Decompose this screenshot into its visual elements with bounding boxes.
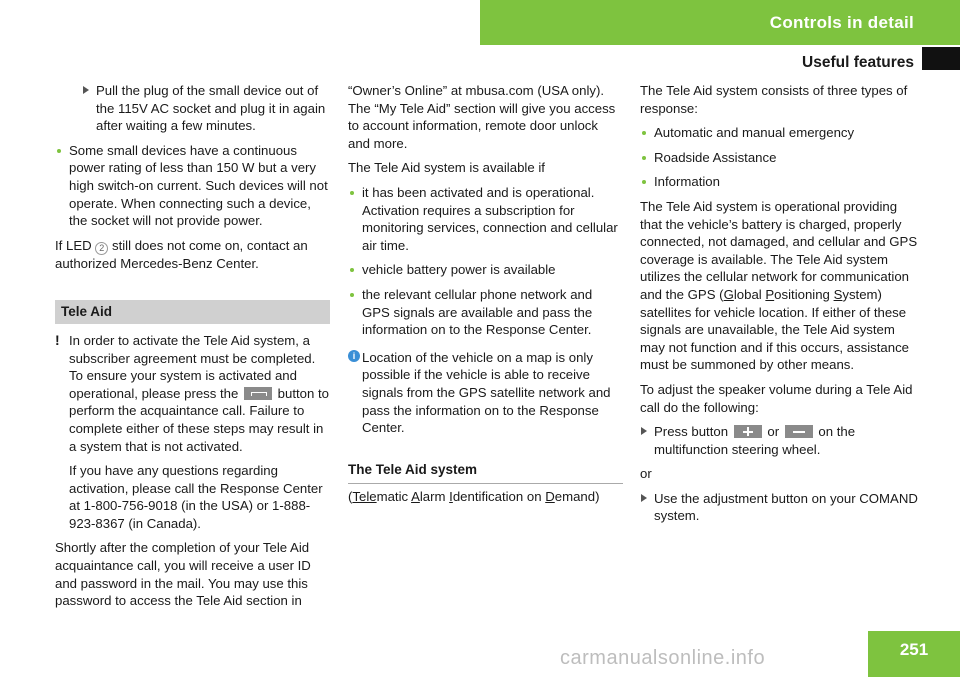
text: button to perform the acquaintance call. Failure to complete either of these steps may result in a system that is not activated. (69, 385, 330, 454)
bullet-dot-icon (642, 156, 646, 160)
triangle-bullet-icon (641, 427, 647, 435)
bullet-item (640, 149, 918, 167)
bullet-item (640, 124, 918, 142)
text: dentification on (452, 489, 546, 505)
step-text: Pull the plug of the small device out of the 115V AC socket and plug it in again after waiting a few minutes. (96, 83, 326, 134)
box-heading: Tele Aid (55, 300, 330, 324)
text: ( (348, 489, 353, 505)
text: ositioning (774, 286, 834, 302)
page-number: 251 (868, 631, 960, 677)
column-3 (640, 82, 918, 532)
warning-icon: ! (55, 331, 60, 348)
bullet-dot-icon (57, 149, 61, 153)
bullet-item (55, 142, 330, 230)
text: A (411, 489, 420, 505)
bullet-dot-icon (350, 191, 354, 195)
step-item (640, 490, 918, 525)
text: ystem) satellites for vehicle location. If either of these signals are unavailable, the Tele Aid system may not function and if this occurs, assistance must be summoned by other means. (640, 286, 910, 373)
bullet-text: Automatic and manual emergency (654, 125, 855, 141)
text: G (723, 286, 734, 302)
text: or (763, 424, 783, 440)
text: on the multifunction steering wheel. (654, 424, 856, 457)
paragraph (640, 198, 918, 374)
step-item (640, 423, 918, 458)
paragraph: The Tele Aid system consists of three types of response: (640, 83, 908, 116)
text: Tele (352, 489, 377, 505)
text: In order to activate the Tele Aid system, a subscriber agreement must be completed. To ensure your system is activated and operational, please press the (69, 332, 316, 401)
text: The Tele Aid system is operational providing that the vehicle’s battery is charged, properly connected, not damaged, and cellular and GPS coverage is available. The Tele Aid system utilizes the cellular network for communication and the GPS ( (640, 198, 918, 302)
subsection-title: Useful features (802, 54, 914, 71)
bullet-text: Some small devices have a continuous power rating of less than 150 W but a very high switch-on current. Such devices will not operate. When connecting such a device, the socket will not provide power. (69, 142, 328, 229)
paragraph: “Owner’s Online” at mbusa.com (USA only). The “My Tele Aid” section will give you access to account information, remote door unlock and more. (348, 83, 616, 151)
paragraph: Shortly after the completion of your Tele Aid acquaintance call, you will receive a user ID and password in the mail. You may use this password to access the Tele Aid section in (55, 540, 311, 609)
bullet-text: Information (654, 174, 720, 190)
text: larm (419, 489, 450, 505)
bullet-text: vehicle battery power is available (362, 262, 556, 278)
phone-button-icon (244, 387, 272, 400)
plus-button-icon (734, 425, 762, 438)
bullet-text: the relevant cellular phone network and GPS signals are available and pass the information on to the Response Center. (362, 286, 593, 338)
text: still does not come on, contact an authorized Mercedes-Benz Center. (55, 237, 308, 271)
paragraph: The Tele Aid system is available if (348, 160, 545, 176)
acronym-line (348, 488, 623, 506)
watermark: carmanualsonline.info (560, 647, 766, 669)
section-title: Controls in detail (769, 12, 914, 32)
section-heading: The Tele Aid system (348, 461, 623, 485)
section-tab (480, 0, 960, 45)
column-1 (55, 82, 330, 617)
step-item (55, 82, 330, 135)
info-icon: i (348, 350, 360, 362)
info-text: Location of the vehicle on a map is only possible if the vehicle is able to receive signals from the GPS satellite network and pass the information on to the Response Center. (362, 349, 611, 436)
led-paragraph (55, 237, 330, 273)
warning-text (69, 332, 330, 455)
minus-button-icon (785, 425, 813, 438)
column-2 (348, 82, 623, 513)
bullet-dot-icon (350, 268, 354, 272)
bullet-dot-icon (642, 131, 646, 135)
text: D (545, 489, 555, 505)
triangle-bullet-icon (83, 86, 89, 94)
text: If LED (55, 237, 96, 253)
bullet-dot-icon (642, 180, 646, 184)
or-text: or (640, 466, 652, 482)
text: lobal (733, 286, 766, 302)
text: S (833, 286, 843, 302)
text: Press button (654, 424, 732, 440)
step-text: Use the adjustment button on your COMAND system. (654, 490, 918, 524)
bullet-item (348, 261, 623, 279)
text: matic (376, 489, 412, 505)
bullet-text: it has been activated and is operational. Activation requires a subscription for monitoring services, connection and cellular air time. (362, 184, 618, 253)
thumb-index-mark (922, 47, 960, 70)
info-note (348, 349, 623, 437)
bullet-dot-icon (350, 293, 354, 297)
text: I (449, 489, 453, 505)
bullet-item (348, 286, 623, 339)
paragraph: To adjust the speaker volume during a Tele Aid call do the following: (640, 381, 913, 415)
warning-block (55, 332, 330, 533)
bullet-item (640, 173, 918, 191)
text: emand) (554, 489, 600, 505)
bullet-item (348, 184, 623, 254)
text: P (765, 286, 775, 302)
bullet-text: Roadside Assistance (654, 149, 777, 165)
triangle-bullet-icon (641, 494, 647, 502)
circled-number-icon: 2 (95, 242, 108, 255)
warning-contact-text: If you have any questions regarding activation, please call the Response Center at 1-800-756-9018 (in the USA) or 1-888-923-8367 (in Canada). (69, 463, 323, 531)
